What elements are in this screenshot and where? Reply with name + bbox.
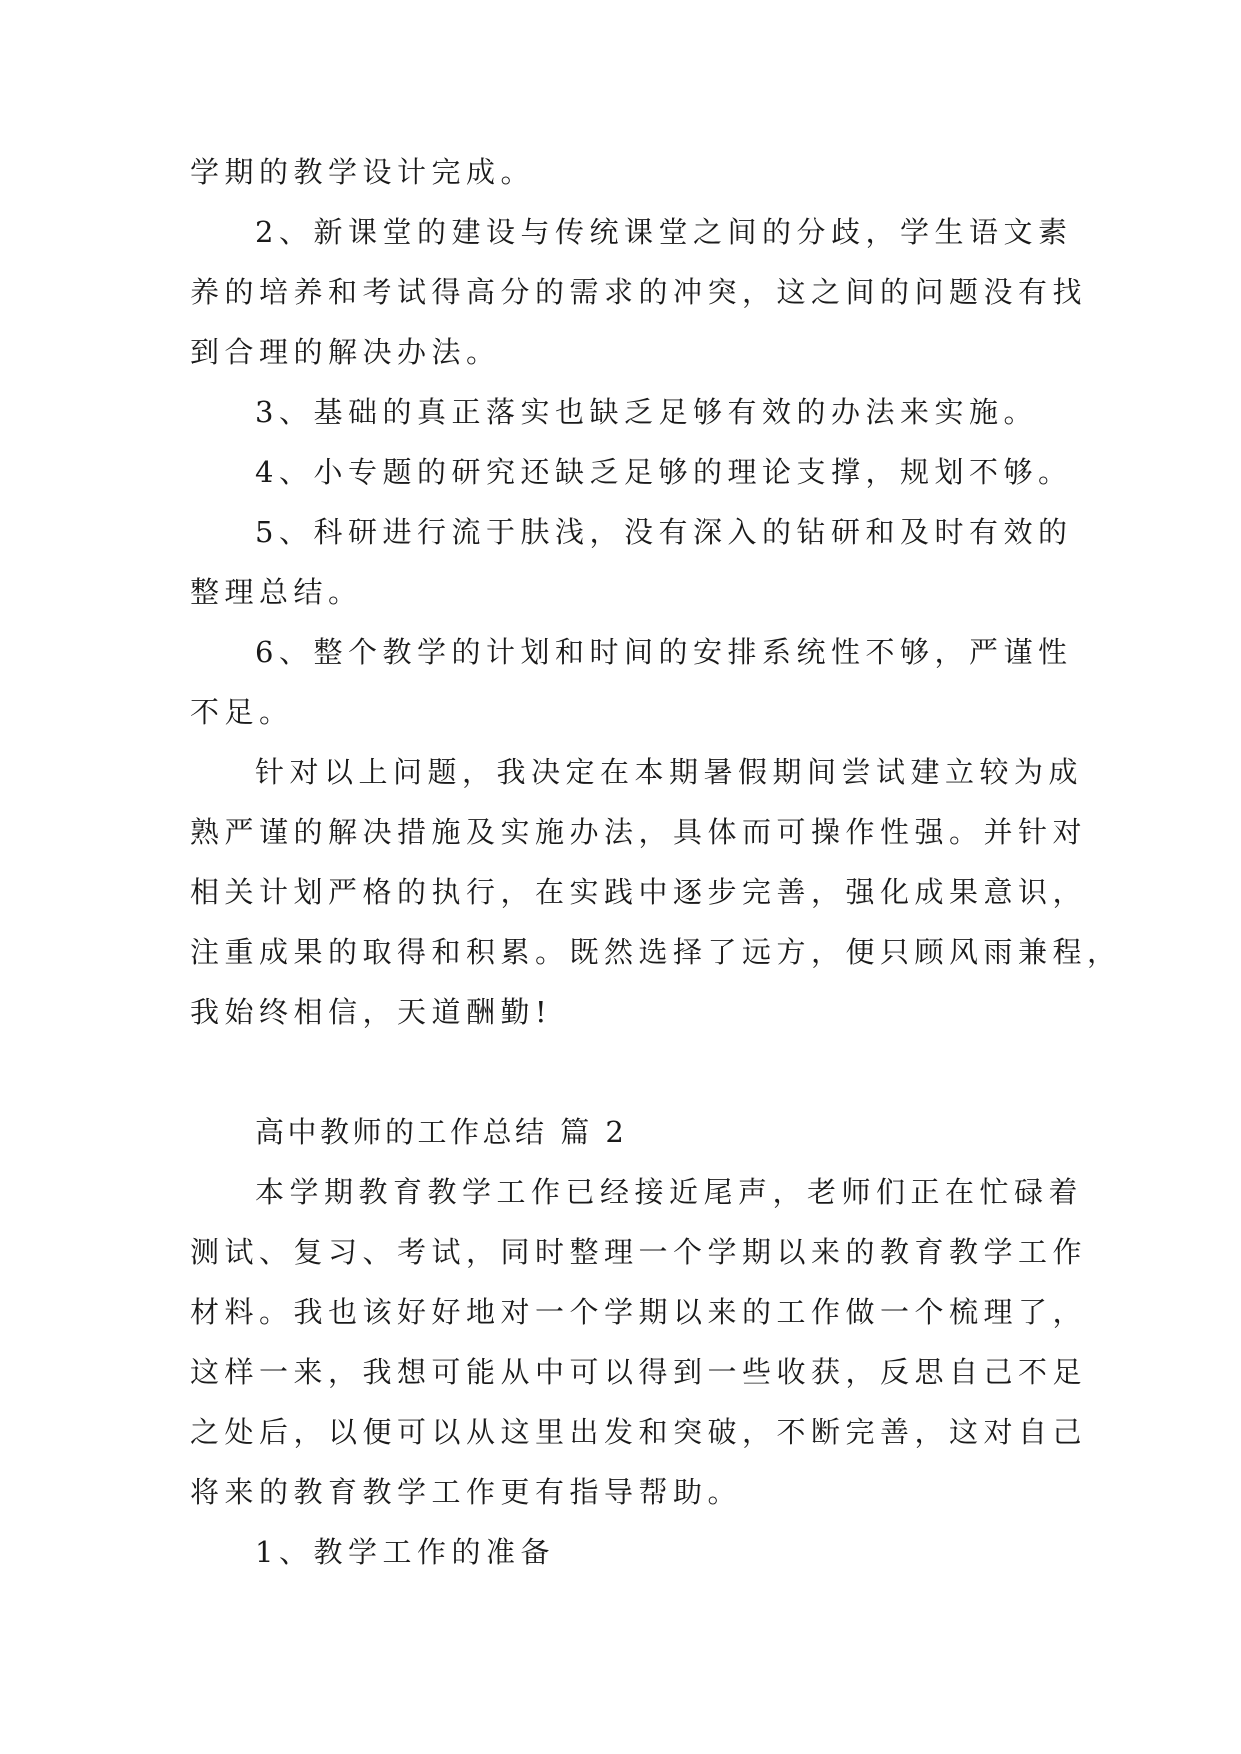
text-line: 整理总结。 — [190, 575, 363, 609]
text-line: 养的培养和考试得高分的需求的冲突，这之间的问题没有找 — [190, 275, 1088, 309]
text-line: 熟严谨的解决措施及实施办法，具体而可操作性强。并针对 — [190, 815, 1088, 849]
text-line: 之处后，以便可以从这里出发和突破，不断完善，这对自己 — [190, 1415, 1088, 1449]
list-item-6: 6、整个教学的计划和时间的安排系统性不够，严谨性 — [255, 635, 1073, 669]
section-heading: 高中教师的工作总结 篇 2 — [255, 1115, 628, 1149]
text-line: 将来的教育教学工作更有指导帮助。 — [190, 1475, 743, 1509]
paragraph-start: 本学期教育教学工作已经接近尾声，老师们正在忙碌着 — [255, 1175, 1084, 1209]
text-line: 相关计划严格的执行，在实践中逐步完善，强化成果意识， — [190, 875, 1088, 909]
text-line: 我始终相信，天道酬勤! — [190, 995, 553, 1029]
list-item-2: 2、新课堂的建设与传统课堂之间的分歧，学生语文素 — [255, 215, 1073, 249]
list-item-4: 4、小专题的研究还缺乏足够的理论支撑，规划不够。 — [255, 455, 1073, 489]
text-line: 学期的教学设计完成。 — [190, 155, 536, 189]
text-line: 注重成果的取得和积累。既然选择了远方，便只顾风雨兼程， — [190, 935, 1122, 969]
list-item-5: 5、科研进行流于肤浅，没有深入的钻研和及时有效的 — [255, 515, 1073, 549]
list-item-3: 3、基础的真正落实也缺乏足够有效的办法来实施。 — [255, 395, 1038, 429]
text-line: 材料。我也该好好地对一个学期以来的工作做一个梳理了， — [190, 1295, 1088, 1329]
text-line: 不足。 — [190, 695, 294, 729]
list-item-1: 1、教学工作的准备 — [255, 1535, 555, 1569]
text-line: 这样一来，我想可能从中可以得到一些收获，反思自己不足 — [190, 1355, 1088, 1389]
text-line: 到合理的解决办法。 — [190, 335, 501, 369]
paragraph-start: 针对以上问题，我决定在本期暑假期间尝试建立较为成 — [255, 755, 1084, 789]
text-line: 测试、复习、考试，同时整理一个学期以来的教育教学工作 — [190, 1235, 1088, 1269]
